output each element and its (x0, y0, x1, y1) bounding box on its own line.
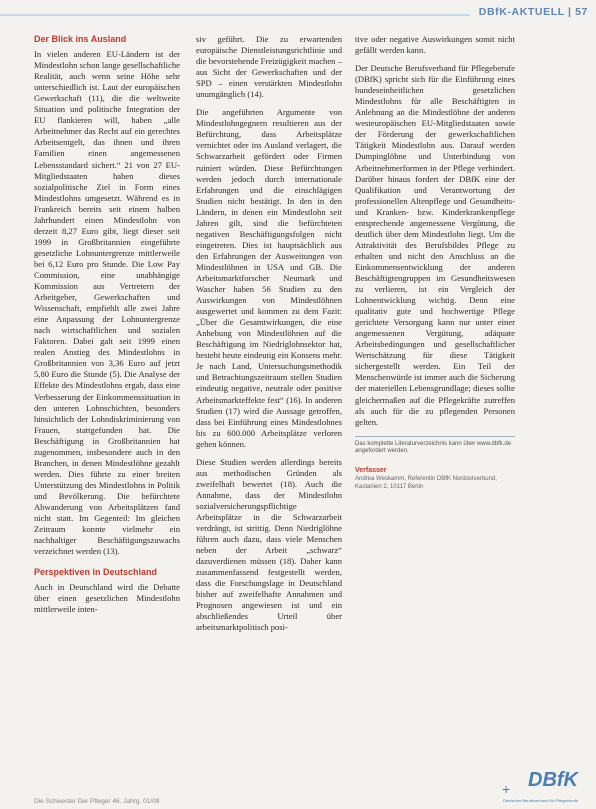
page-header-title: DBfK-AKTUELL | 57 (478, 6, 588, 18)
plus-icon: + (502, 781, 511, 797)
logo-subtitle: Deutscher Berufsverband für Pflegeberufe (503, 798, 578, 803)
column-3 (355, 34, 515, 491)
column-2 (196, 34, 342, 640)
body-paragraph: Diese Studien werden allerdings bereits aus methodischen Gründen als zweifelhaft bewertet (18). Auch die Annahme, dass der Mindestlohn sozialversicherungspflichtige Arbeitsplätze in die Schwarzarbeit verdrängt, ist strittig. Denn Niedriglöhne führen auch dazu, dass viele Menschen neben der Arbeit „schwarz“ dazuverdienen müssen (18). Daher kann zusammenfassend festgestellt werden, dass die Forschungslage in Deutschland bisher auf zweifelhafte Annahmen und Prognosen angewiesen ist und ein abschließendes Urteil über arbeitsmarktpolitisch posi- (196, 456, 342, 633)
literature-note: Das komplette Literaturverzeichnis kann über www.dbfk.de angefordert werden. (355, 436, 515, 455)
logo-wordmark: DBfK (528, 769, 578, 791)
body-paragraph: tive oder negative Auswirkungen somit nicht gefällt werden kann. (355, 34, 515, 56)
footer-citation: Die Schwester Der Pfleger 46. Jahrg. 01/09 (34, 798, 160, 805)
body-paragraph: Auch in Deutschland wird die Debatte über einen gesetzlichen Mindestlohn mittlerweile inten- (34, 582, 180, 615)
column-1 (34, 34, 180, 622)
authors-text: Andrea Weskamm, Referentin DBfK Nordostverbund, Kastanien 2, 10117 Berlin (355, 476, 497, 490)
authors-label: Verfasser (355, 467, 387, 475)
header-rule (0, 14, 470, 16)
body-paragraph: Die angeführten Argumente von Mindestlohngegnern resultieren aus der Befürchtung, dass Arbeitsplätze vernichtet oder ins Ausland verlagert, die Schwarzarbeit gefördert oder Firmen ruiniert würden. Diese Befürchtungen werden jedoch durch internationale Erfahrungen und die einschlägigen Studien nicht bestätigt. In den in den Ländern, in denen ein Mindestlohn seit Jahren gilt, sind die befürchteten negativen Beschäftigungsfolgen nicht eingetreten. Dies ist hauptsächlich aus den Erfahrungen der Ausweitungen von Mindestlöhnen in USA und GB. Die Arbeitsmarktforscher Neumark und Wascher haben 56 Studien zu den Auswirkungen von Mindestlöhnen ausgewertet und kommen zu dem Fazit: „Über die Gesamtwirkungen, die eine Anhebung von Mindestlöhnen auf die Beschäftigung im Niedriglohnsektor hat, besteht heute eindeutig ein Konsens mehr. Je nach Land, Untersuchungsmethodik und Betrachtungszeitraum stellen Studien eindeutig negative, neutrale oder positive Arbeitsmarkteffekte fest“ (16). In anderen Studien (17) wird die Aussage getroffen, dass bei Einführung eines Mindestlohnes bis zu 600.000 Arbeitsplätze verloren gehen können. (196, 107, 342, 449)
body-paragraph: siv geführt. Die zu erwartenden europäische Dienstleistungsrichtlinie und die bevorstehende Freizügigkeit machen – aus Sicht der Gewerkschaften und der SPD – einen verstärkten Mindestlohn unumgänglich (14). (196, 34, 342, 100)
section-heading-germany: Perspektiven in Deutschland (34, 567, 158, 578)
section-heading-abroad: Der Blick ins Ausland (34, 34, 127, 44)
dbfk-logo (498, 769, 578, 803)
body-paragraph: Der Deutsche Berufsverband für Pflegeberufe (DBfK) spricht sich für die Einführung eines bundeseinheitlichen gesetzlichen Mindestlohns für alle Beschäftigten in Anlehnung an die Mindestlöhne der anderen westeuropäischen EU-Mitgliedstaaten sowie der Förderung der gewerkschaftlichen Tätigkeit Mindestlohn aus. Darauf werden Dumpinglöhne und Unterbindung von Arbeitnehmerformen in der Pflege verhindert. Darüber hinaus fordert der DBfK eine der Qualifikation und Verantwortung der professionellen Altenpflege und Gesundheits- und Kranken- bzw. Kinderkrankenpflege entsprechende angemessene Vergütung, die deutlich über dem Mindestlohn liegt. Um die Attraktivität des Berufsbildes Pflege zu erhalten und nicht den Anschluss an die Einkommensentwicklung der anderen Beschäftigtengruppen im Gesundheitswesen zu verlieren, ist ein Vergleich der Lohnentwicklung wichtig. Denn eine qualitativ gute und hochwertige Pflege gerichtete Versorgung kann nur unter einer angemessenen Vergütung, adäquate Arbeitsbedingungen und gesellschaftlicher Wertschätzung für diese Tätigkeit sichergestellt werden. Ein Teil der Menschenwürde ist immer auch die Sicherung der materiellen Lebensgrundlage; dieses sollte gleichermaßen auf die Pflegekräfte zutreffen als auch für die zu pflegenden Personen gelten. (355, 63, 515, 427)
body-paragraph: In vielen anderen EU-Ländern ist der Mindestlohn schon lange gesellschaftliche Realität, auch wenn seine Höhe sehr unterschiedlich ist. Laut der europäischen Gewerkschaft (11), die die weltweite Situation und politische Integration der EU flankieren will, haben „alle Arbeitnehmer das Recht auf ein gerechtes Arbeitsentgelt, das ihnen und ihren Familien einen angemessenen Lebensstandard sichert.“ 21 von 27 EU-Mitgliedstaaten haben dieses sozialpolitische Ziel in Form eines Mindestlohns umgesetzt. Während es in Frankreich bereits seit einem halben Jahrhundert einen Mindestlohn von derzeit 8,27 Euro gibt, liegt dieser seit 1999 in Großbritannien eingeführte gesetzliche Lohnuntergrenze mittlerweile bei 6,12 Euro pro Stunde. Die Low Pay Commission, eine unabhängige Kommission aus Vertretern der Arbeitgeber, Gewerkschaften und Wissenschaft, empfiehlt alle zwei Jahre eine Anpassung der Lohnuntergrenze nach wirtschaftlichen und sozialen Faktoren. Dabei galt seit 1999 einen realen Anstieg des Mindestlohns in Großbritannien von 3,36 Euro auf jetzt 5,80 Euro die Stunde (5). Die Analyse der Effekte des Mindestlohns ergab, dass eine Verbesserung der Einkommenssituation in den unteren Lohnschichten, besonders hinsichtlich der Lohndiskriminierung von Frauen, stattgefunden hat. Die Beschäftigung in Großbritannien hat zugenommen, insbesondere auch in den Branchen, in denen Mindestlöhne gezahlt werden. Dies führte zu einer breiten Unterstützung des Mindestlohns in Politik und Bevölkerung. Die befürchtete Abwanderung von Arbeitsplätzen fand nicht statt. Im Gegenteil: Im gleichen Zeitraum konnte vielmehr ein nachhaltiger Beschäftigungszuwachs verzeichnet werden (13). (34, 49, 180, 557)
